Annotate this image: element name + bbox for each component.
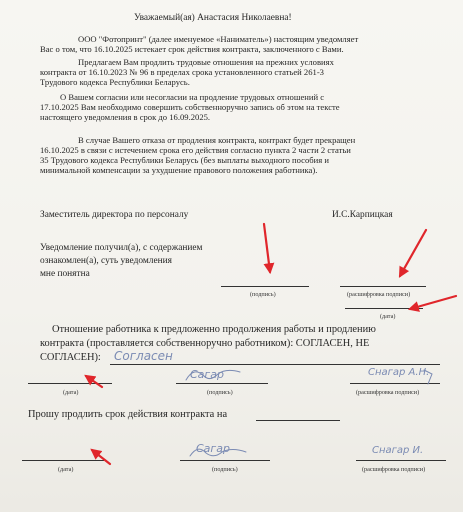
signer-position: Заместитель директора по персоналу [40, 210, 189, 220]
red-arrow-extend-date [92, 450, 110, 464]
extend-text: Прошу продлить срок действия контракта на [28, 409, 228, 420]
attitude-line2: контракта (проставляется собственноручно работником): СОГЛАСЕН, НЕ [40, 338, 370, 349]
attitude-signature-handwritten: Сагар [190, 368, 224, 381]
greeting: Уважаемый(ая) Анастасия Николаевна! [134, 13, 292, 23]
ack-line3: мне понятна [40, 269, 90, 279]
handwritten-consent: Согласен [114, 349, 173, 363]
para4-line3: 35 Трудового кодекса Республики Беларусь (без выплаты выходного пособия и [40, 155, 329, 165]
para2-line3: Трудового кодекса Республики Беларусь. [40, 77, 190, 87]
red-arrow-decoding [400, 230, 426, 276]
para1-line2: Вас о том, что 16.10.2025 истекает срок действия контракта, заключенного с Вами. [40, 44, 344, 54]
signer-name: И.С.Карпицкая [332, 210, 393, 220]
red-arrow-date [410, 296, 456, 309]
para4-line4: минимальной компенсации за ухудшение правового положения работника). [40, 165, 318, 175]
para2-line1: Предлагаем Вам продлить трудовые отношения на прежних условиях [78, 57, 334, 67]
para2-line2: контракта от 16.10.2023 № 96 в пределах срока установленного статьей 261-3 [40, 67, 324, 77]
extend-signature-label: (подпись) [212, 466, 238, 473]
attitude-line1: Отношение работника к предложенно продолжения работы и продлению [52, 324, 376, 335]
red-arrow-signature [264, 224, 270, 272]
attitude-line3: СОГЛАСЕН): [40, 352, 101, 363]
extend-decoding-label: (расшифровка подписи) [362, 466, 426, 473]
ack-line1: Уведомление получил(а), с содержанием [40, 243, 203, 253]
attitude-decoding-handwritten: Снагар А.Н. [368, 367, 430, 378]
extend-signature-handwritten: Сагар [196, 442, 230, 455]
para3-line2: 17.10.2025 Вам необходимо совершить собственноручно запись об этом на тексте [40, 102, 340, 112]
attitude-decoding-label: (расшифровка подписи) [356, 389, 420, 396]
ack-line2: ознакомлен(а), суть уведомления [40, 256, 172, 266]
decoding-scribble-1 [424, 370, 432, 384]
signature-scribble-1 [186, 370, 240, 380]
extend-decoding-handwritten: Снагар И. [372, 445, 424, 456]
para3-line3: настоящего уведомления в срок до 16.09.2025. [40, 112, 211, 122]
para3-line1: О Вашем согласии или несогласии на продление трудовых отношений с [60, 92, 325, 102]
para4-line1: В случае Вашего отказа от продления контракта, контракт будет прекращен [78, 135, 356, 145]
extend-date-label: (дата) [58, 466, 74, 473]
ack-date-label: (дата) [380, 313, 396, 320]
ack-signature-label: (подпись) [250, 291, 276, 298]
attitude-date-label: (дата) [63, 389, 79, 396]
red-arrow-attitude-date [86, 376, 102, 387]
signature-scribble-2 [190, 449, 246, 456]
ack-decoding-label: (расшифровка подписи) [347, 291, 411, 298]
para1-line1: ООО "Фотопринт" (далее именуемое «Наниматель») настоящим уведомляет [78, 34, 359, 44]
para4-line2: 16.10.2025 в связи с истечением срока его действия согласно пункта 2 части 2 статьи [40, 145, 351, 155]
attitude-signature-label: (подпись) [207, 389, 233, 396]
